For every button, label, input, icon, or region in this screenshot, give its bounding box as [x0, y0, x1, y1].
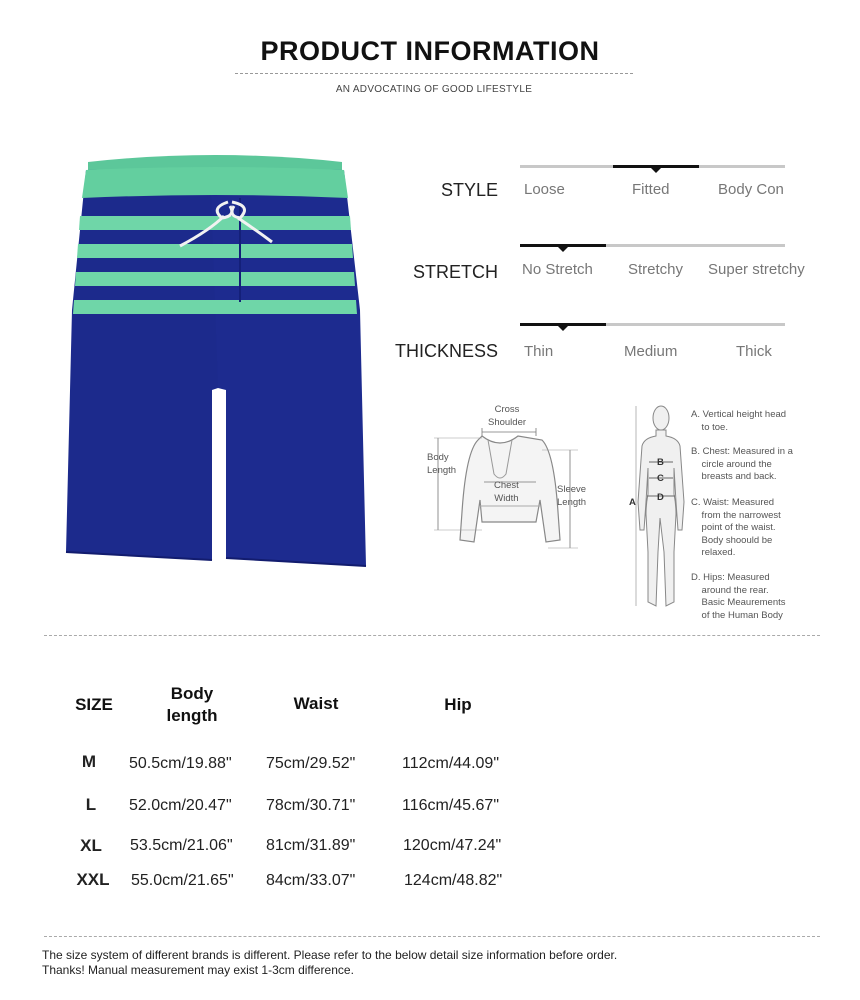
stretch-option-stretchy: Stretchy [628, 261, 684, 278]
table-row-hip: 116cm/45.67" [402, 797, 499, 814]
table-row-size: XXL [76, 870, 110, 889]
figure-head [653, 406, 669, 430]
footer-note-size-system: The size system of different brands is different. Please refer to the below detail size information before order. [42, 948, 618, 962]
body-length-header: Body length [166, 684, 218, 725]
style-option-loose: Loose [524, 181, 565, 198]
style-label: STYLE [440, 180, 498, 200]
measure-note-d: D. Hips: Measured around the rear. Basic Meaurements of the Human Body [691, 572, 786, 621]
stretch-label: STRETCH [413, 262, 498, 282]
marker-c: C [657, 473, 664, 484]
marker-d: D [657, 492, 664, 503]
table-row-waist: 81cm/31.89" [266, 837, 356, 854]
marker-a: A [629, 497, 636, 508]
style-option-bodycon: Body Con [718, 181, 784, 198]
thickness-option-thick: Thick [736, 343, 772, 360]
waist-header: Waist [293, 694, 339, 713]
table-row-body-length: 53.5cm/21.06" [130, 837, 233, 854]
stretch-option-super: Super stretchy [708, 261, 805, 278]
table-row-size: XL [80, 836, 102, 855]
product-image-shorts [60, 150, 375, 570]
table-row-hip: 120cm/47.24" [403, 837, 502, 854]
thickness-scale-marker [558, 326, 568, 331]
page-title: PRODUCT INFORMATION [260, 36, 600, 66]
thickness-option-thin: Thin [524, 343, 554, 360]
size-header: SIZE [75, 695, 113, 714]
title-divider [235, 73, 633, 74]
measure-note-b: B. Chest: Measured in a circle around the breasts and back. [691, 446, 793, 482]
shorts-waistband [82, 167, 348, 198]
table-row-waist: 75cm/29.52" [266, 755, 356, 772]
stretch-scale-marker [558, 247, 568, 252]
table-row-waist: 78cm/30.71" [266, 797, 356, 814]
sleeve-length-text: Sleeve Length [557, 484, 587, 508]
table-row-size: M [81, 752, 97, 771]
page-subtitle: AN ADVOCATING OF GOOD LIFESTYLE [335, 84, 533, 95]
style-scale-marker [651, 168, 661, 173]
footer-divider [44, 936, 820, 937]
body-length-text: Body Length [427, 452, 457, 476]
thickness-label: THICKNESS [394, 341, 498, 361]
stretch-option-none: No Stretch [522, 261, 593, 278]
table-row-waist: 84cm/33.07" [266, 872, 356, 889]
table-row-hip: 124cm/48.82" [404, 872, 503, 889]
measure-note-c: C. Waist: Measured from the narrowest point of the waist. Body shoould be relaxed. [691, 497, 781, 558]
table-row-size: L [85, 795, 97, 814]
footer-note-measurement: Thanks! Manual measurement may exist 1-3cm difference. [42, 963, 354, 977]
chest-width-text: Chest Width [494, 480, 519, 504]
table-row-body-length: 52.0cm/20.47" [129, 797, 232, 814]
thickness-option-medium: Medium [624, 343, 678, 360]
table-row-hip: 112cm/44.09" [402, 755, 499, 772]
table-row-body-length: 55.0cm/21.65" [131, 872, 234, 889]
style-option-fitted: Fitted [632, 181, 670, 198]
cross-shoulder-text: Cross Shoulder [488, 404, 527, 428]
section-divider [44, 635, 820, 636]
measure-note-a: A. Vertical height head to toe. [691, 409, 787, 433]
marker-b: B [657, 457, 664, 468]
table-row-body-length: 50.5cm/19.88" [129, 755, 232, 772]
hip-header: Hip [444, 695, 472, 714]
